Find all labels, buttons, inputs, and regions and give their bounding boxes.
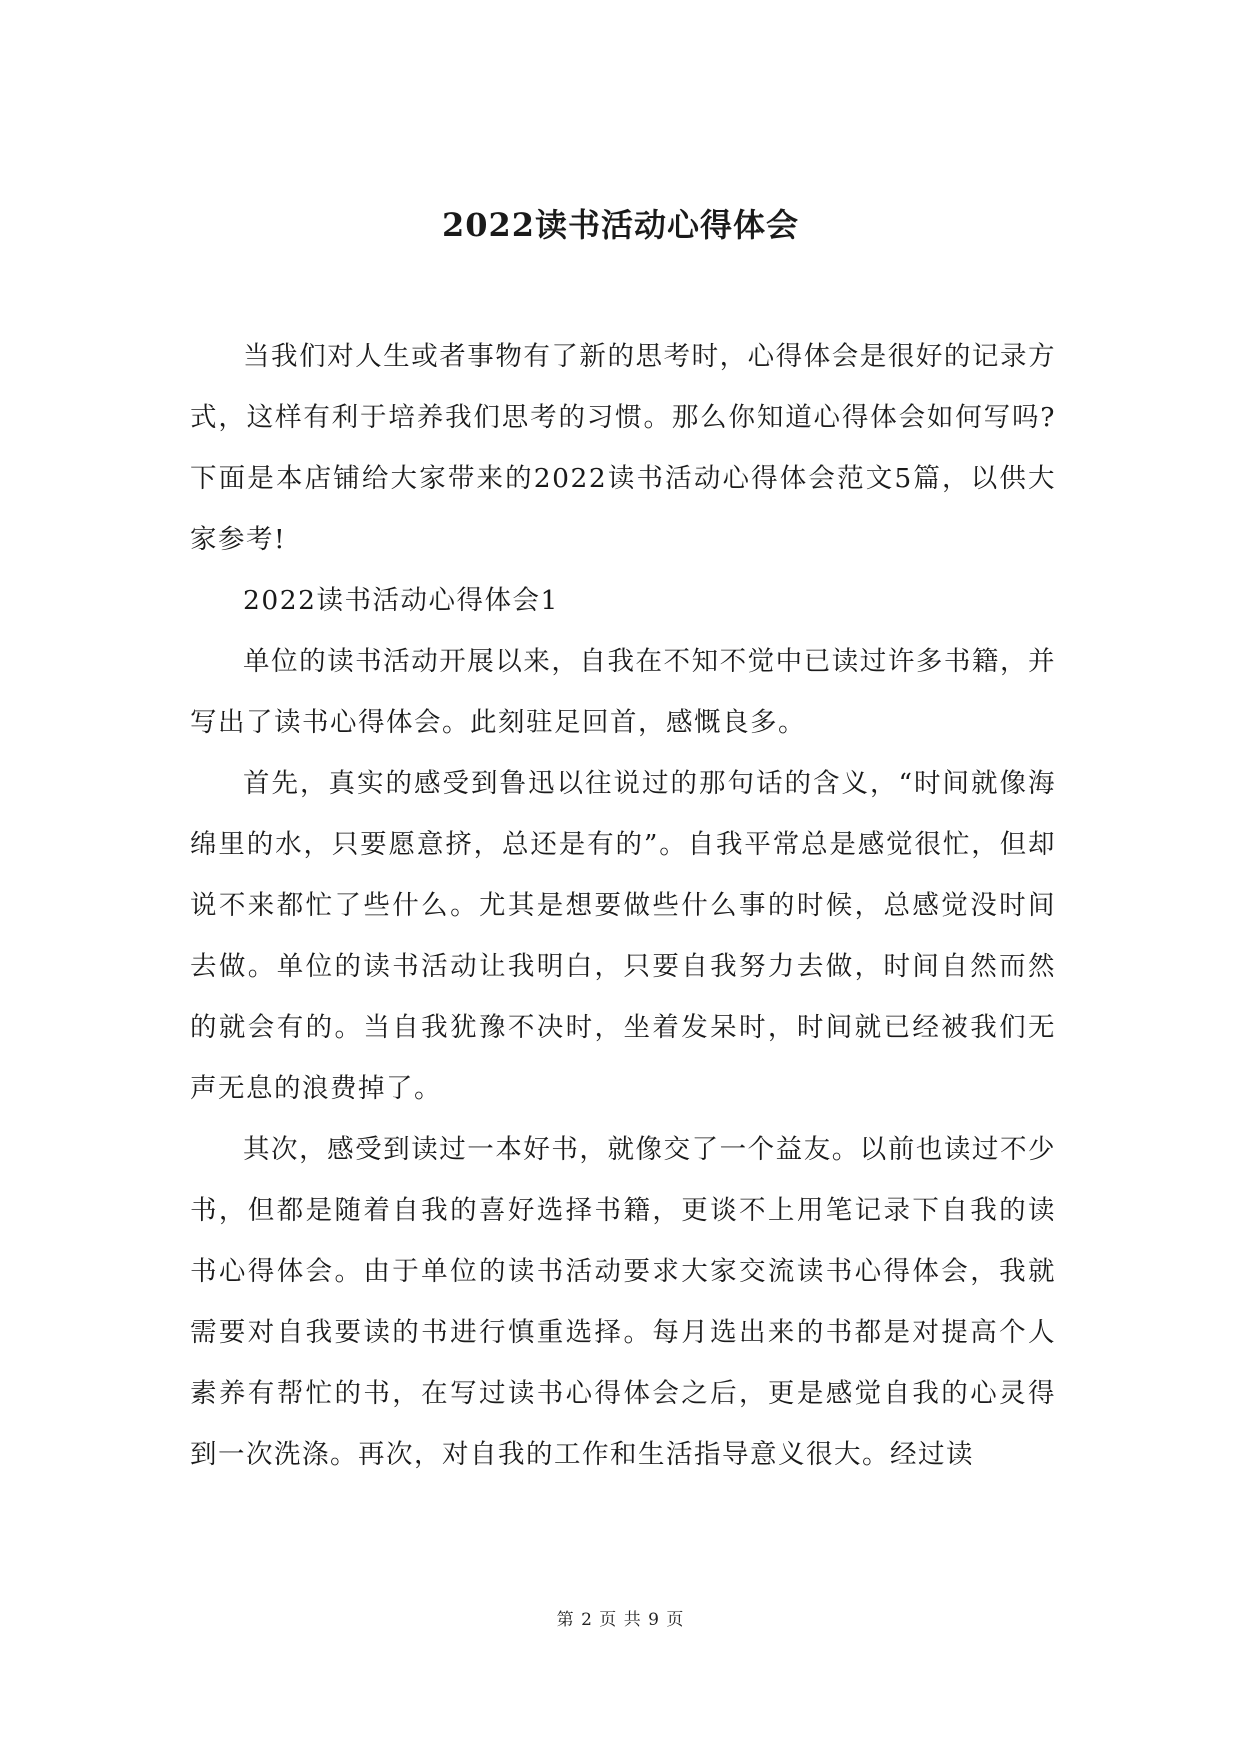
doc-title: 2022读书活动心得体会	[441, 206, 800, 244]
doc-body	[190, 326, 1056, 1485]
section-heading: 2022读书活动心得体会1	[243, 585, 559, 616]
paragraph-intro: 当我们对人生或者事物有了新的思考时，心得体会是很好的记录方式，这样有利于培养我们思考的习惯。那么你知道心得体会如何写吗?下面是本店铺给大家带来的2022读书活动心得体会范文5篇，以供大家参考!	[190, 341, 1056, 555]
paragraph: 首先，真实的感受到鲁迅以往说过的那句话的含义，“时间就像海绵里的水，只要愿意挤，总还是有的”。自我平常总是感觉很忙，但却说不来都忙了些什么。尤其是想要做些什么事的时候，总感觉没时间去做。单位的读书活动让我明白，只要自我努力去做，时间自然而然的就会有的。当自我犹豫不决时，坐着发呆时，时间就已经被我们无声无息的浪费掉了。	[190, 768, 1056, 1104]
page-footer: 第 2 页 共 9 页	[556, 1610, 685, 1630]
paragraph: 其次，感受到读过一本好书，就像交了一个益友。以前也读过不少书，但都是随着自我的喜好选择书籍，更谈不上用笔记录下自我的读书心得体会。由于单位的读书活动要求大家交流读书心得体会，我就需要对自我要读的书进行慎重选择。每月选出来的书都是对提高个人素养有帮忙的书，在写过读书心得体会之后，更是感觉自我的心灵得到一次洗涤。再次，对自我的工作和生活指导意义很大。经过读	[190, 1134, 1056, 1470]
paragraph: 单位的读书活动开展以来，自我在不知不觉中已读过许多书籍，并写出了读书心得体会。此刻驻足回首，感慨良多。	[190, 646, 1056, 738]
